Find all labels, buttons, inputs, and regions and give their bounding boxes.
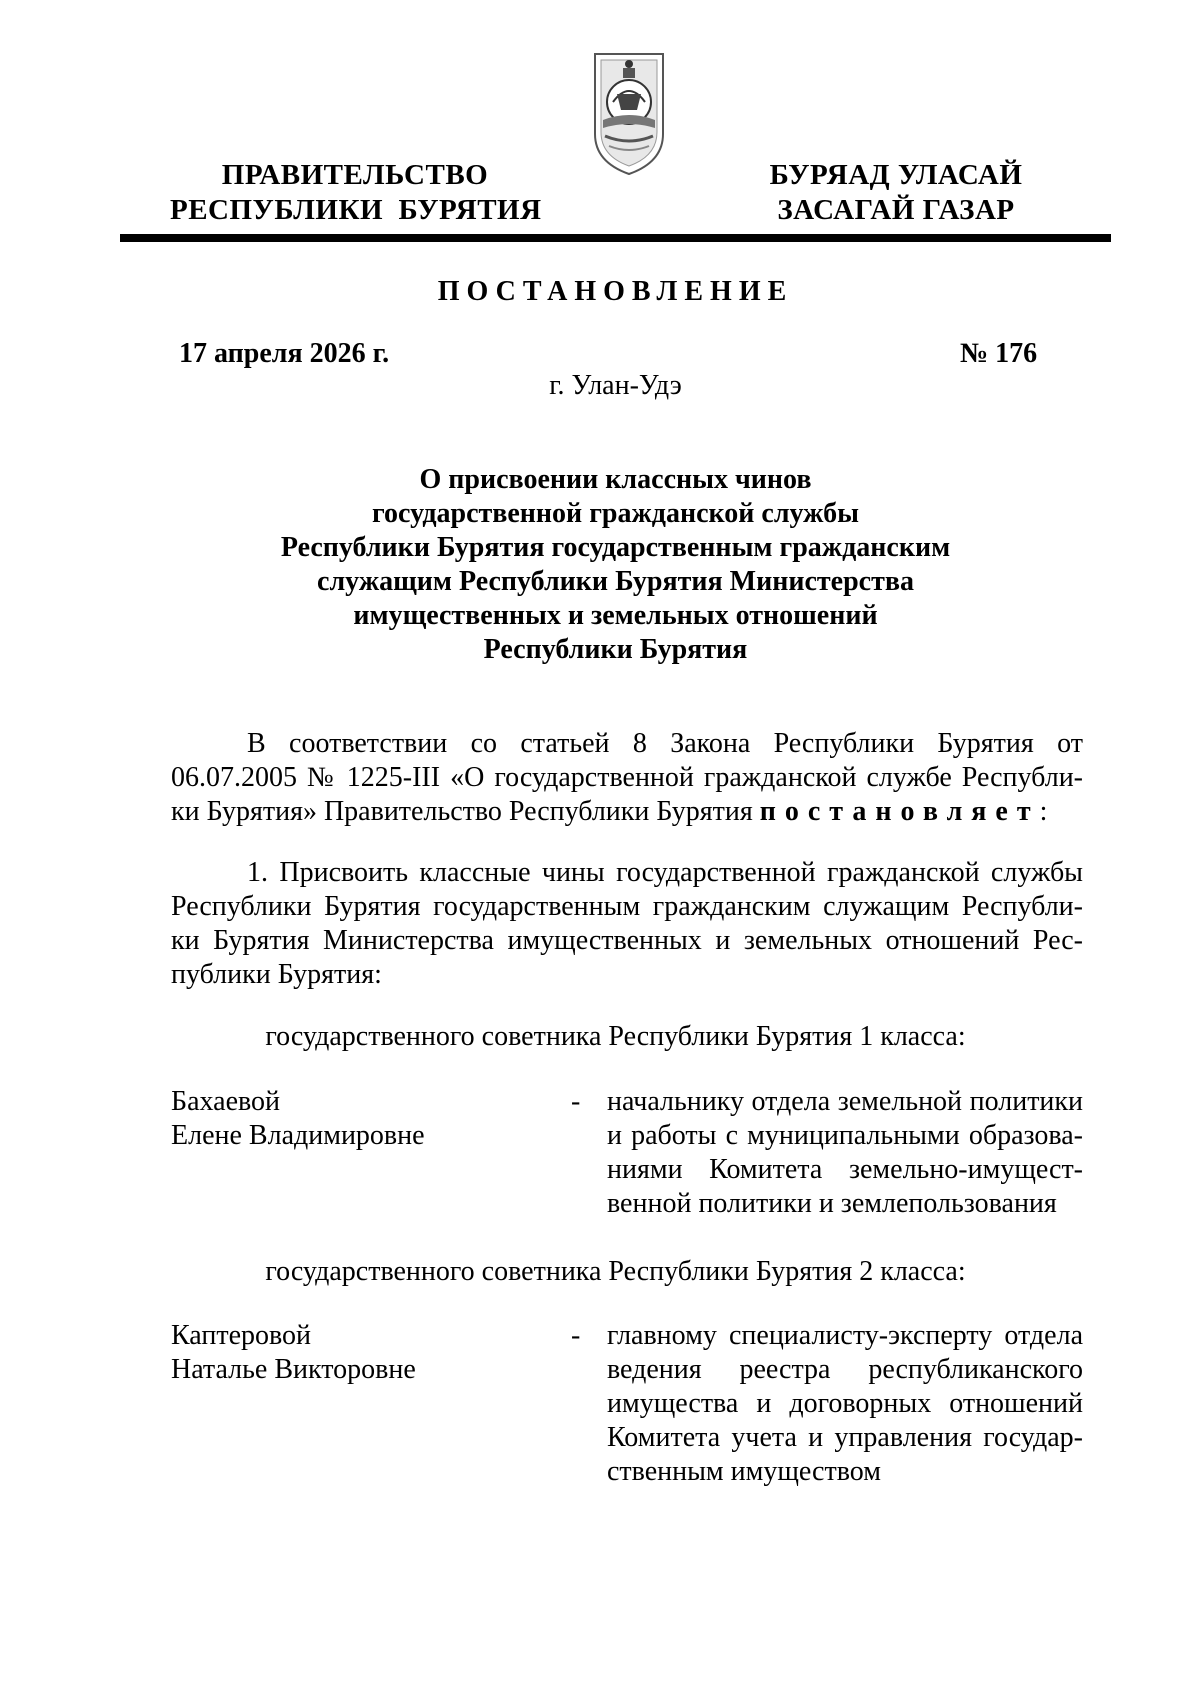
title-line: Республики Бурятия государственным гражданским — [280, 532, 951, 563]
header-right — [752, 158, 1040, 228]
resolves-colon: : — [1039, 796, 1048, 827]
decree-number: № 176 — [960, 338, 1038, 369]
position-line: ведения реестра республиканского — [607, 1354, 1083, 1385]
position-line: начальнику отдела земельной политики — [607, 1086, 1083, 1117]
item-1-line: ки Бурятия Министерства имущественных и земельных отношений Рес- — [171, 925, 1083, 956]
document-type: ПОСТАНОВЛЕНИЕ — [437, 276, 794, 307]
decree-date: 17 апреля 2026 г. — [179, 338, 390, 369]
employee-position-1 — [607, 1085, 1083, 1221]
title-line: служащим Республики Бурятия Министерства — [317, 566, 914, 597]
resolves-word: постановляет — [759, 796, 1040, 827]
position-line: и работы с муниципальными образова- — [607, 1120, 1083, 1151]
item-1-line: Республики Бурятия государственным гражданским служащим Республи- — [171, 891, 1083, 922]
position-line: главному специалисту-эксперту отдела — [607, 1320, 1083, 1351]
header-right-line2: ЗАСАГАЙ ГАЗАР — [777, 194, 1015, 226]
dash-separator: - — [571, 1086, 581, 1117]
item-1-paragraph — [171, 856, 1083, 992]
preamble-line: 06.07.2005 № 1225-III «О государственной гражданской службе Республи- — [171, 762, 1083, 793]
name-line: Каптеровой — [171, 1320, 312, 1351]
item-1-line: публики Бурятия: — [171, 959, 382, 990]
position-line: венной политики и землепользования — [607, 1188, 1057, 1219]
position-line: ниями Комитета земельно-имущест- — [607, 1154, 1083, 1185]
employee-name-2 — [171, 1319, 551, 1387]
decree-city: г. Улан-Удэ — [549, 370, 682, 401]
preamble-line-text: ки Бурятия» Правительство Республики Бурятия — [171, 796, 753, 827]
header-left-line2: РЕСПУБЛИКИ БУРЯТИЯ — [170, 194, 542, 226]
preamble-paragraph — [171, 727, 1083, 829]
rank-heading-2: государственного советника Республики Бурятия 2 класса: — [265, 1256, 966, 1287]
position-line: имущества и договорных отношений — [607, 1388, 1083, 1419]
title-line: Республики Бурятия — [483, 634, 748, 665]
rank-heading-1: государственного советника Республики Бурятия 1 класса: — [265, 1021, 966, 1052]
preamble-line-last — [171, 795, 1083, 829]
decree-title — [240, 463, 991, 667]
employee-name-1 — [171, 1085, 551, 1153]
item-1-line: 1. Присвоить классные чины государственной гражданской службы — [247, 857, 1083, 888]
header-left — [170, 158, 540, 228]
preamble-line: В соответствии со статьей 8 Закона Республики Бурятия от — [247, 728, 1083, 759]
dash-separator: - — [571, 1320, 581, 1351]
title-line: О присвоении классных чинов — [419, 464, 812, 495]
header-divider — [120, 234, 1111, 242]
name-line: Наталье Викторовне — [171, 1354, 416, 1385]
name-line: Бахаевой — [171, 1086, 281, 1117]
name-line: Елене Владимировне — [171, 1120, 425, 1151]
coat-of-arms-icon — [589, 50, 669, 176]
title-line: государственной гражданской службы — [372, 498, 859, 529]
title-line: имущественных и земельных отношений — [353, 600, 878, 631]
position-line: Комитета учета и управления государ- — [607, 1422, 1083, 1453]
header-right-line1: БУРЯАД УЛАСАЙ — [769, 159, 1023, 191]
position-line: ственным имуществом — [607, 1456, 881, 1487]
header-left-line1: ПРАВИТЕЛЬСТВО — [221, 159, 489, 191]
employee-position-2 — [607, 1319, 1083, 1489]
